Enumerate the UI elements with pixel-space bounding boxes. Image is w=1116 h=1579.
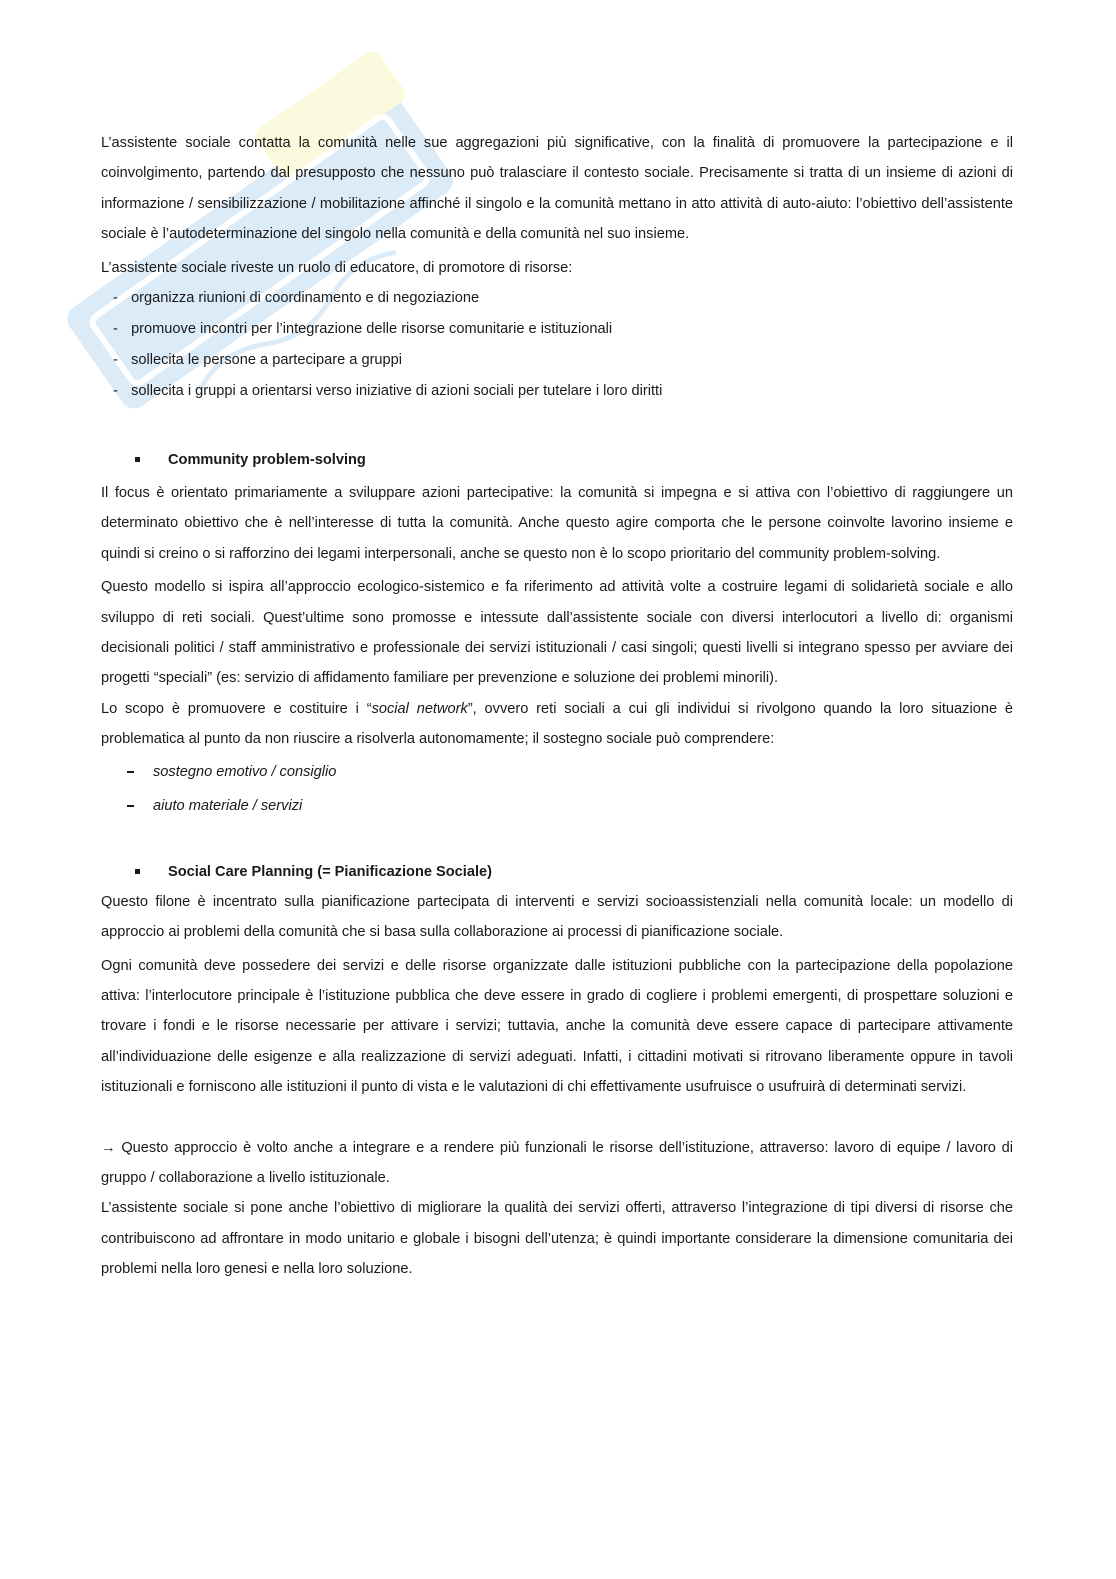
dash-bullet-icon bbox=[127, 771, 134, 773]
arrow-right-icon: → bbox=[101, 1139, 116, 1156]
dash-bullet-icon bbox=[127, 805, 134, 807]
paragraph-role: L’assistente sociale riveste un ruolo di educatore, di promotore di risorse: bbox=[101, 259, 573, 276]
square-bullet-icon bbox=[135, 869, 140, 874]
paragraph-quality: L’assistente sociale si pone anche l’obiettivo di migliorare la qualità dei servizi offerti, attraverso l’integrazione di tipi diversi di risorse che contribuiscono ad affrontare in modo unitario e globale i bisogni dell’utenza; è quindi importante considerare la dimensione comunitaria dei problemi nella loro genesi e nella loro soluzione. bbox=[101, 1200, 1013, 1278]
list-item: sostegno emotivo / consiglio bbox=[101, 755, 1013, 789]
role-list bbox=[101, 283, 1013, 407]
list-item: - sollecita le persone a partecipare a gruppi bbox=[113, 352, 403, 369]
support-list bbox=[101, 755, 1013, 823]
list-item: - promuove incontri per l’integrazione delle risorse comunitarie e istituzionali bbox=[113, 321, 613, 338]
paragraph-model: Questo modello si ispira all’approccio ecologico-sistemico e fa riferimento ad attività volte a costruire legami di solidarietà sociale e allo sviluppo di reti sociali. Quest’ultime sono promosse e intessute dall’assistente sociale con diversi interlocutori a livello di: organismi decisionali politici / staff amministrativo e professionale dei servizi istituzionali / casi singoli; questi livelli si integrano spesso per avviare dei progetti “speciali” (es: servizio di affidamento familiare per prevenzione e soluzione dei problemi minorili). bbox=[101, 579, 1013, 687]
section-heading-community-problem-solving: Community problem-solving bbox=[101, 445, 1013, 475]
paragraph-approach: → Questo approccio è volto anche a integrare e a rendere più funzionali le risorse dell’istituzione, attraverso: lavoro di equipe / lavoro di gruppo / collaborazione a livello istituzionale. bbox=[101, 1139, 1014, 1186]
paragraph-community-services: Ogni comunità deve possedere dei servizi e delle risorse organizzate dalle istituzioni pubbliche con la partecipazione della popolazione attiva: l’interlocutore principale è l’istituzione pubblica che deve essere in grado di cogliere i problemi emergenti, di prospettare soluzioni e trovare i fondi e le risorse necessarie per attivare i servizi; tuttavia, anche la comunità deve essere capace di partecipare attivamente all’individuazione delle esigenze e alla realizzazione di servizi adeguati. Infatti, i cittadini motivati si ritrovano liberamente oppure in tavoli istituzionali e forniscono alle istituzioni il punto di vista e le valutazioni di chi effettivamente usufruisce o usufruirà di determinati servizi. bbox=[101, 957, 1013, 1096]
square-bullet-icon bbox=[135, 457, 140, 462]
paragraph-focus: Il focus è orientato primariamente a sviluppare azioni partecipative: la comunità si impegna e si attiva con l’obiettivo di raggiungere un determinato obiettivo che è nell’interesse di tutta la comunità. Anche questo agire comporta che le persone coinvolte lavorino insieme e quindi si creino o si rafforzino dei legami interpersonali, anche se questo non è lo scopo prioritario del community problem-solving. bbox=[101, 485, 1013, 562]
list-item: - organizza riunioni di coordinamento e di negoziazione bbox=[113, 290, 480, 307]
section-heading-social-care-planning: Social Care Planning (= Pianificazione Sociale) bbox=[101, 857, 1013, 887]
paragraph-planning: Questo filone è incentrato sulla pianificazione partecipata di interventi e servizi socioassistenziali nella comunità locale: un modello di approccio ai problemi della comunità che si basa sulla collaborazione ai processi di pianificazione sociale. bbox=[101, 893, 1013, 941]
paragraph-scope: Lo scopo è promuovere e costituire i “social network”, ovvero reti sociali a cui gli individui si rivolgono quando la loro situazione è problematica al punto da non riuscire a risolverla autonomamente; il sostegno sociale può comprendere: bbox=[101, 700, 1013, 748]
paragraph-intro: L’assistente sociale contatta la comunità nelle sue aggregazioni più significative, con la finalità di promuovere la partecipazione e il coinvolgimento, partendo dal presupposto che nessuno può tralasciare il contesto sociale. Precisamente si tratta di un insieme di azioni di informazione / sensibilizzazione / mobilitazione affinché il singolo e la comunità mettano in atto attività di auto-aiuto: l’obiettivo dell’assistente sociale è l’autodeterminazione del singolo nella comunità e della comunità nel suo insieme. bbox=[101, 135, 1013, 243]
list-item: aiuto materiale / servizi bbox=[101, 789, 1013, 823]
document-page bbox=[101, 128, 1013, 1285]
list-item: - sollecita i gruppi a orientarsi verso iniziative di azioni sociali per tutelare i loro diritti bbox=[113, 383, 663, 400]
